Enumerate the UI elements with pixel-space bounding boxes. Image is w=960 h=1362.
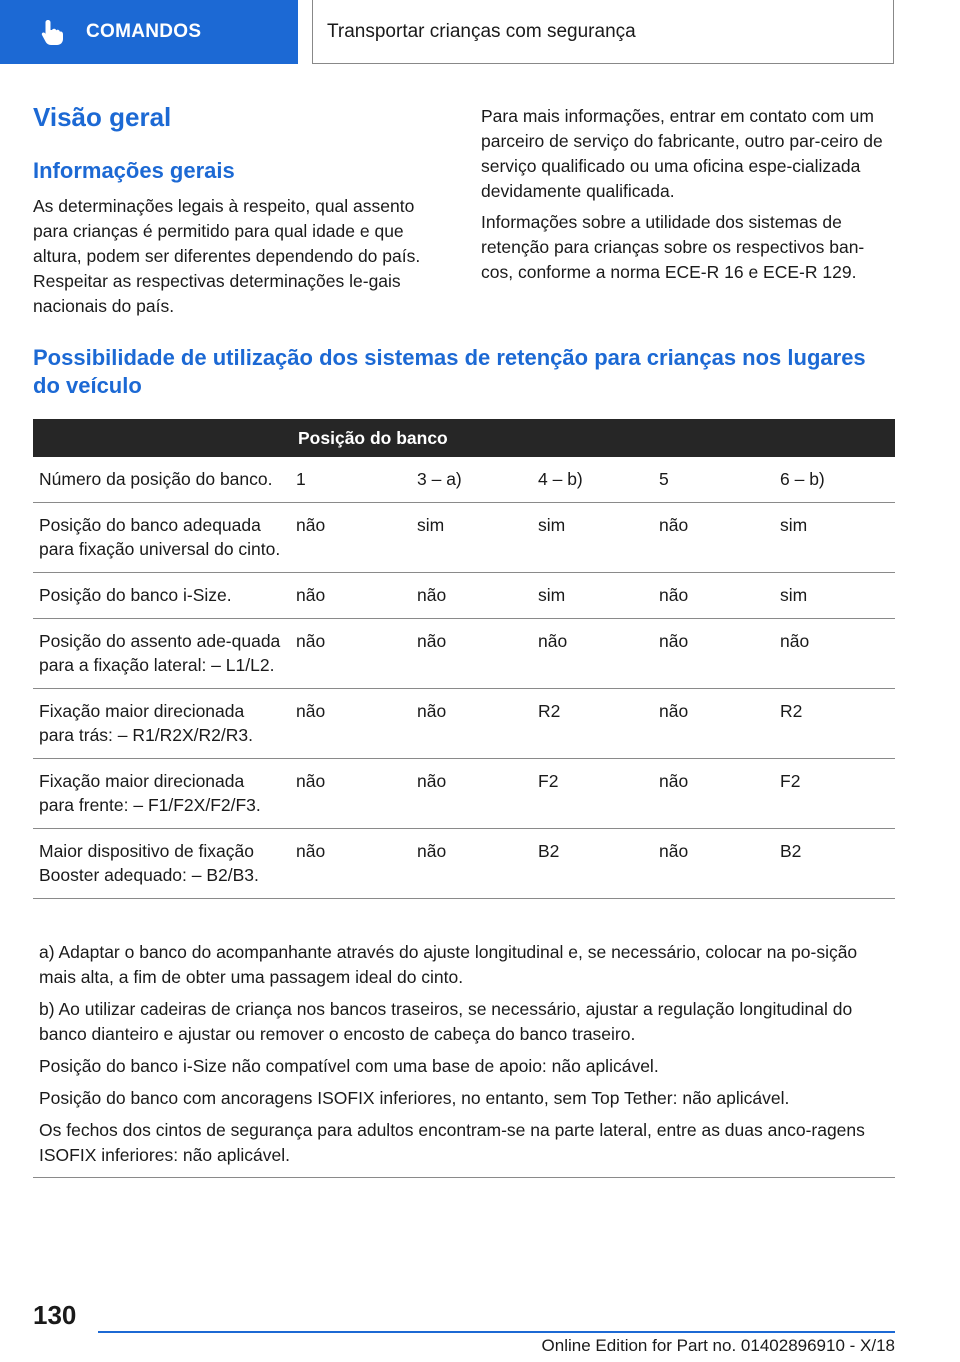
page-number: 130 xyxy=(33,1300,77,1330)
value-cell: não xyxy=(290,619,411,689)
row-label-cell: Posição do banco adequada para fixação universal do cinto. xyxy=(33,503,290,573)
value-cell: não xyxy=(290,573,411,619)
value-cell: não xyxy=(653,573,774,619)
row-label-cell: Posição do assento ade-quada para a fixação lateral: – L1/L2. xyxy=(33,619,290,689)
note-b: b) Ao utilizar cadeiras de criança nos bancos traseiros, se necessário, ajustar a regulação longitudinal do banco dianteiro e ajustar ou remover o encosto de cabeça do banco traseiro. xyxy=(39,999,853,1044)
value-cell: 3 – a) xyxy=(411,457,532,503)
overview-title: Visão geral xyxy=(33,102,172,132)
table-row xyxy=(33,759,895,829)
legal-paragraph: As determinações legais à respeito, qual assento para crianças é permitido para qual idade e que altura, podem ser diferentes dependendo do país. Respeitar as respectivas determinações le-gais nacionais do país. xyxy=(33,196,421,316)
value-cell: não xyxy=(411,759,532,829)
value-cell: sim xyxy=(532,503,653,573)
table-notes xyxy=(33,940,895,1175)
value-cell: sim xyxy=(532,573,653,619)
contact-paragraph: Para mais informações, entrar em contato com um parceiro de serviço do fabricante, outro par-ceiro de serviço qualificado ou uma oficina espe-cializada devidamente qualificada. xyxy=(481,106,883,201)
table-header-label: Posição do banco xyxy=(290,419,895,457)
right-column xyxy=(481,104,895,285)
value-cell: não xyxy=(411,573,532,619)
value-cell: não xyxy=(290,759,411,829)
usage-title: Possibilidade de utilização dos sistemas de retenção para crianças nos lugares do veículo xyxy=(33,345,866,398)
section-tab-comandos[interactable] xyxy=(0,0,298,64)
value-cell: R2 xyxy=(774,689,895,759)
norm-paragraph: Informações sobre a utilidade dos sistemas de retenção para crianças sobre os respectivos ban-cos, conforme a norma ECE-R 16 e ECE-R 129. xyxy=(481,212,865,282)
value-cell: não xyxy=(653,759,774,829)
notes-divider xyxy=(33,1177,895,1178)
table-row xyxy=(33,829,895,899)
value-cell: não xyxy=(653,503,774,573)
value-cell: R2 xyxy=(532,689,653,759)
value-cell: sim xyxy=(774,573,895,619)
value-cell: B2 xyxy=(532,829,653,899)
value-cell: não xyxy=(532,619,653,689)
table-row xyxy=(33,457,895,503)
value-cell: sim xyxy=(411,503,532,573)
table-header-empty xyxy=(33,419,290,457)
note-isize-base: Posição do banco i-Size não compatível com uma base de apoio: não aplicável. xyxy=(39,1056,659,1076)
left-column xyxy=(33,194,445,319)
row-label-cell: Posição do banco i-Size. xyxy=(33,573,290,619)
edition-info: Online Edition for Part no. 01402896910 - X/18 xyxy=(541,1336,895,1355)
seat-position-table xyxy=(33,419,895,899)
value-cell: 6 – b) xyxy=(774,457,895,503)
table-row xyxy=(33,503,895,573)
value-cell: não xyxy=(653,689,774,759)
value-cell: não xyxy=(653,829,774,899)
value-cell: sim xyxy=(774,503,895,573)
value-cell: B2 xyxy=(774,829,895,899)
note-buckles: Os fechos dos cintos de segurança para adultos encontram-se na parte lateral, entre as duas anco-ragens ISOFIX inferiores: não aplicável. xyxy=(39,1120,865,1165)
value-cell: não xyxy=(290,829,411,899)
note-a: a) Adaptar o banco do acompanhante através do ajuste longitudinal e, se necessário, colocar na po-sição mais alta, a fim de obter uma passagem ideal do cinto. xyxy=(39,942,858,987)
value-cell: não xyxy=(411,689,532,759)
row-label-cell: Fixação maior direcionada para frente: – F1/F2X/F2/F3. xyxy=(33,759,290,829)
value-cell: não xyxy=(411,829,532,899)
note-top-tether: Posição do banco com ancoragens ISOFIX inferiores, no entanto, sem Top Tether: não aplicável. xyxy=(39,1088,790,1108)
row-label-cell: Fixação maior direcionada para trás: – R1/R2X/R2/R3. xyxy=(33,689,290,759)
value-cell: não xyxy=(290,689,411,759)
table-row xyxy=(33,573,895,619)
table-row xyxy=(33,689,895,759)
value-cell: não xyxy=(411,619,532,689)
value-cell: 4 – b) xyxy=(532,457,653,503)
hand-pointer-icon xyxy=(38,18,66,46)
row-label-cell: Maior dispositivo de fixação Booster adequado: – B2/B3. xyxy=(33,829,290,899)
section-label: COMANDOS xyxy=(86,21,202,42)
value-cell: não xyxy=(653,619,774,689)
row-label-cell: Número da posição do banco. xyxy=(33,457,290,503)
value-cell: F2 xyxy=(532,759,653,829)
value-cell: F2 xyxy=(774,759,895,829)
value-cell: 5 xyxy=(653,457,774,503)
general-info-title: Informações gerais xyxy=(33,158,235,183)
value-cell: 1 xyxy=(290,457,411,503)
value-cell: não xyxy=(774,619,895,689)
table-header-row xyxy=(33,419,895,457)
table-row xyxy=(33,619,895,689)
value-cell: não xyxy=(290,503,411,573)
topic-title: Transportar crianças com segurança xyxy=(312,0,894,64)
footer-divider xyxy=(98,1331,895,1333)
